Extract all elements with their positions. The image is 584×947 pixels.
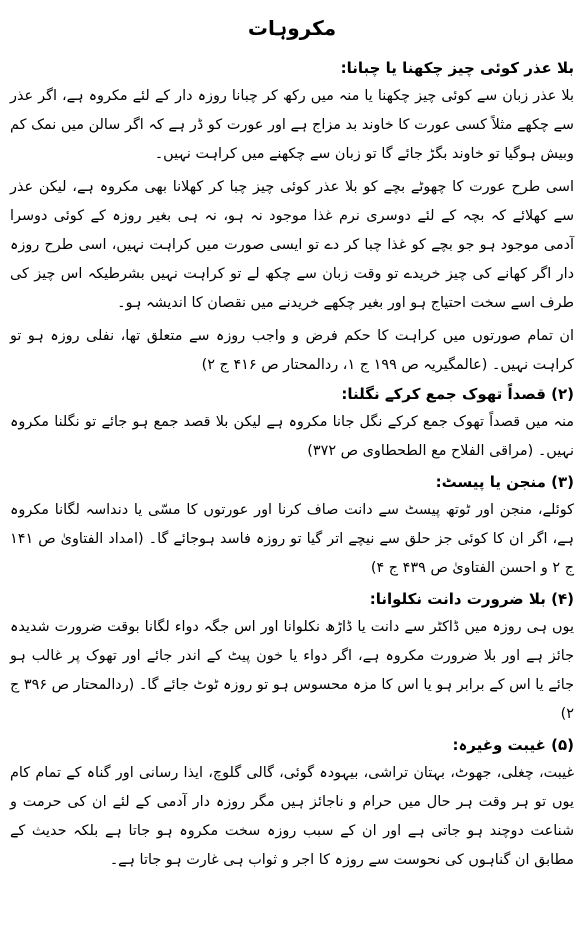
section-heading: بلا عذر کوئی چیز چکھنا یا چبانا: — [340, 59, 574, 77]
paragraph: بلا عذر زبان سے کوئی چیز چکھنا یا منہ میں رکھ کر چبانا روزہ دار کے لئے مکروہ ہے، اگر عذر سے چکھے مثلاً کسی عورت کا خاوند بد مزاج ہے اور عورت کو ڈر ہے کہ اگر سالن میں نمک کم وبیش ہوگیا تو خاوند بگڑ جائے گا تو زبان سے چکھنے میں کراہت نہیں۔ — [10, 88, 574, 162]
section-2 — [10, 382, 574, 466]
section-4 — [10, 587, 574, 729]
section-heading: (۴) بلا ضرورت دانت نکلوانا: — [369, 590, 574, 608]
paragraph: کوئلے، منجن اور ٹوتھ پیسٹ سے دانت صاف کرنا اور عورتوں کا مسّی یا دنداسہ لگانا مکروہ ہے، اگر ان کا کوئی جز حلق سے نیچے اتر گیا تو روزہ فاسد ہوجائے گا۔ (امداد الفتاویٰ ص ۱۴۱ ج ۲ و احسن الفتاویٰ ص ۴۳۹ ج ۴) — [10, 502, 574, 576]
section-heading: (۳) منجن یا پیسٹ: — [435, 473, 574, 491]
section-5 — [10, 733, 574, 875]
paragraph: غیبت، چغلی، جھوٹ، بہتان تراشی، بیہودہ گوئی، گالی گلوچ، ایذا رسانی اور گناہ کے تمام کام یوں تو ہر وقت ہر حال میں حرام و ناجائز ہیں مگر روزہ دار آدمی کے لئے ان کی حرمت و شناعت دوچند ہو جاتی ہے اور ان کے سبب روزہ سخت مکروہ ہو جاتا ہے بلکہ حدیث کے مطابق ان گناہوں کی نحوست سے روزہ کا اجر و ثواب ہی غارت ہو جاتا ہے۔ — [10, 765, 574, 868]
section-heading: (۲) قصداً تھوک جمع کرکے نگلنا: — [341, 385, 574, 403]
paragraph: اسی طرح عورت کا چھوٹے بچے کو بلا عذر کوئی چیز چبا کر کھلانا بھی مکروہ ہے، لیکن عذر سے کھلائے کہ بچہ کے لئے دوسری نرم غذا موجود نہ ہو، نہ ہی بغیر روزہ کے کوئی دوسرا آدمی موجود ہو جو بچے کو غذا چبا کر دے تو ایسی صورت میں کراہت نہیں، اسی طرح روزہ دار اگر کھانے کی چیز خریدے تو وقت زبان سے چکھ لے تو کراہت نہیں بشرطیکہ اس چیز کی طرف اسے سخت احتیاج ہو اور بغیر چکھے خریدنے میں نقصان کا اندیشہ ہو۔ — [10, 179, 574, 311]
section-1 — [10, 56, 574, 380]
section-3 — [10, 470, 574, 583]
paragraph: ان تمام صورتوں میں کراہت کا حکم فرض و واجب روزہ سے متعلق تھا، نفلی روزہ ہو تو کراہت نہیں۔ (عالمگیریہ ص ۱۹۹ ج ۱، ردالمحتار ص ۴۱۶ ج ۲) — [10, 328, 574, 373]
paragraph: یوں ہی روزہ میں ڈاکٹر سے دانت یا ڈاڑھ نکلوانا اور اس جگہ دواء لگانا بوقت ضرورت شدیدہ جائز ہے اور بلا ضرورت مکروہ ہے، اگر دواء یا خون پیٹ کے اندر جائے اور تھوک پر غالب ہو جائے یا اس کے برابر ہو یا اس کا مزہ محسوس ہو تو روزہ ٹوٹ جائے گا۔ (ردالمحتار ص ۳۹۶ ج ۲) — [10, 619, 574, 722]
section-heading: (۵) غیبت وغیرہ: — [452, 736, 574, 754]
page-title: مکروہات — [247, 16, 337, 40]
paragraph: منہ میں قصداً تھوک جمع کرکے نگل جانا مکروہ ہے لیکن بلا قصد جمع ہو جائے تو نگلنا مکروہ نہیں۔ (مراقی الفلاح مع الطحطاوی ص ۳۷۲) — [10, 414, 574, 459]
